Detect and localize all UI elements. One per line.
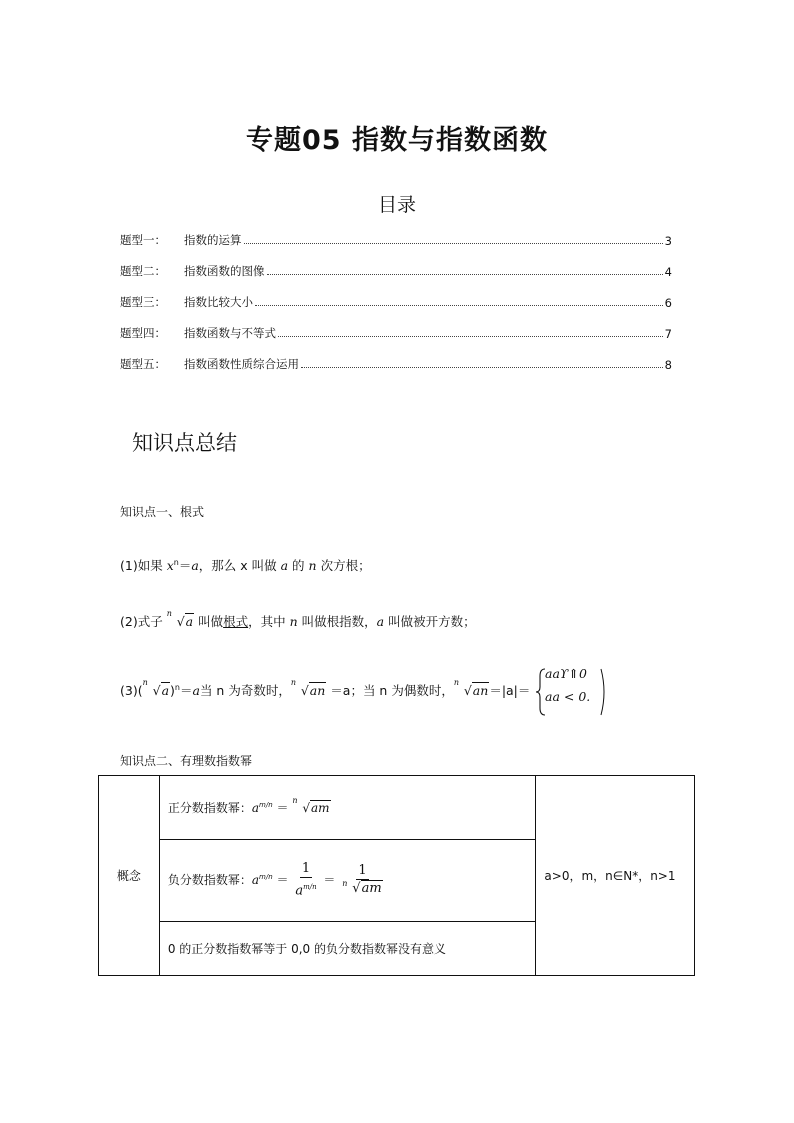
toc-leader-dots <box>267 274 663 275</box>
kp1-item-2 <box>120 609 476 630</box>
section-heading: 知识点总结 <box>132 431 237 455</box>
kp1-item2-suffix: 叫做被开方数； <box>384 614 476 629</box>
table-cell-positive <box>159 776 536 840</box>
toc-page-number: 4 <box>664 265 672 279</box>
radicand: a <box>161 683 170 698</box>
abs-value: ＝|a|＝ <box>489 683 531 698</box>
table-cell-negative <box>159 840 536 922</box>
toc-title: 目录 <box>377 194 416 216</box>
case-negative: aa < 0. <box>545 689 591 704</box>
kp1-item2-mid3: 叫做根指数， <box>297 614 377 629</box>
radical-expression: n √am <box>342 880 382 898</box>
paren-close: ) <box>170 683 175 698</box>
equals: ＝ <box>276 872 289 887</box>
negative-label: 负分数指数幂： <box>167 872 252 887</box>
kp1-item2-prefix: (2)式子 <box>120 614 167 629</box>
kp1-item-3 <box>120 678 531 699</box>
radicand: am <box>361 880 382 896</box>
toc-text: 指数的运算 <box>184 233 242 247</box>
kp1-item3-text1: 当 n 为奇数时， <box>199 683 291 698</box>
table-cell-condition <box>536 776 695 976</box>
kp1-item1-mid: ，那么 x 叫做 <box>198 558 281 573</box>
root-index: n <box>166 609 172 618</box>
numerator: 1 <box>358 862 367 878</box>
equals: ＝ <box>179 683 193 698</box>
equals: ＝ <box>276 801 289 815</box>
toc-label: 题型四： <box>120 326 166 340</box>
var-n: n <box>289 614 298 629</box>
zero-power-text: 0 的正分数指数幂等于 0,0 的负分数指数幂没有意义 <box>167 942 447 956</box>
exp-n: n <box>173 557 179 567</box>
toc-row[interactable] <box>120 323 672 341</box>
positive-label: 正分数指数幂： <box>167 801 252 815</box>
table-cell-zero <box>159 922 536 976</box>
toc-row[interactable] <box>120 354 672 372</box>
kp1-item1-suffix: 次方根； <box>316 558 371 573</box>
page-title: 专题05 指数与指数函数 <box>246 125 548 156</box>
exponent-fraction: m/n <box>259 801 273 809</box>
radical-expression: n √a <box>142 678 170 698</box>
equals: ＝ <box>323 872 336 887</box>
radical-expression: n √an <box>453 678 489 698</box>
kp1-item3-eq2: ＝a；当 n 为偶数时， <box>326 683 454 698</box>
root-index: n <box>142 678 148 687</box>
var-n: n <box>308 558 317 573</box>
root-index: n <box>290 678 296 687</box>
knowledge-point-1-heading: 知识点一、根式 <box>120 505 205 519</box>
denominator <box>342 880 382 898</box>
toc-row[interactable] <box>120 230 672 248</box>
radicand: an <box>472 683 489 698</box>
case-nonnegative: aaϒ⇑0 <box>545 666 587 681</box>
kp1-item1-prefix: (1)如果 <box>120 558 167 573</box>
toc-leader-dots <box>244 243 663 244</box>
radicand: a <box>185 614 194 629</box>
toc-text: 指数函数性质综合运用 <box>184 357 299 371</box>
var-a: a <box>280 558 289 573</box>
toc-text: 指数比较大小 <box>184 295 253 309</box>
toc-page-number: 6 <box>664 296 672 310</box>
kp1-item3-prefix: (3)( <box>120 683 143 698</box>
exponent-fraction: m/n <box>259 872 273 881</box>
toc-leader-dots <box>301 367 663 368</box>
toc-row[interactable] <box>120 292 672 310</box>
radical-expression: n √an <box>290 678 326 698</box>
toc-leader-dots <box>255 305 663 306</box>
exp-n: n <box>174 682 180 692</box>
fraction-one-over-root <box>342 863 382 898</box>
kp1-item2-mid: 叫做 <box>194 614 224 629</box>
toc-label: 题型五： <box>120 357 166 371</box>
root-index: n <box>342 878 348 888</box>
toc-text: 指数函数与不等式 <box>184 326 276 340</box>
toc-label: 题型二： <box>120 264 166 278</box>
var-x: x <box>166 558 174 573</box>
knowledge-point-2-heading: 知识点二、有理数指数幂 <box>120 754 253 768</box>
fraction-one-over-power <box>295 861 316 900</box>
toc-page-number: 8 <box>664 358 672 372</box>
numerator: 1 <box>301 860 311 876</box>
kp1-item2-mid2: ，其中 <box>248 614 290 629</box>
toc-text: 指数函数的图像 <box>184 264 265 278</box>
toc-label: 题型三： <box>120 295 166 309</box>
base-a: a <box>251 872 260 887</box>
radicand: an <box>309 683 326 698</box>
right-paren-icon <box>599 668 609 716</box>
table-row-label: 概念 <box>99 776 160 976</box>
equals: ＝ <box>178 558 192 573</box>
kp1-item-1 <box>120 556 371 574</box>
rational-exponent-table <box>98 775 695 976</box>
kp1-item1-mid2: 的 <box>288 558 309 573</box>
toc-page-number: 7 <box>664 327 672 341</box>
toc-leader-dots <box>278 336 663 337</box>
var-a: a <box>191 558 199 573</box>
var-a: a <box>376 614 385 629</box>
toc-row[interactable] <box>120 261 672 279</box>
radical-expression: n √am <box>292 796 330 815</box>
toc-label: 题型一： <box>120 233 166 247</box>
root-index: n <box>453 678 459 687</box>
toc-page-number: 3 <box>664 234 672 248</box>
radicand: am <box>310 801 330 815</box>
radical-expression: n √a <box>166 609 194 629</box>
base-a: a <box>251 801 260 815</box>
condition-text: a>0，m，n∈N*，n>1 <box>544 869 676 883</box>
term-radical: 根式 <box>223 614 249 629</box>
denominator: $a^{m/n}$ <box>295 882 317 899</box>
root-index: n <box>292 796 298 805</box>
var-a: a <box>192 683 200 698</box>
